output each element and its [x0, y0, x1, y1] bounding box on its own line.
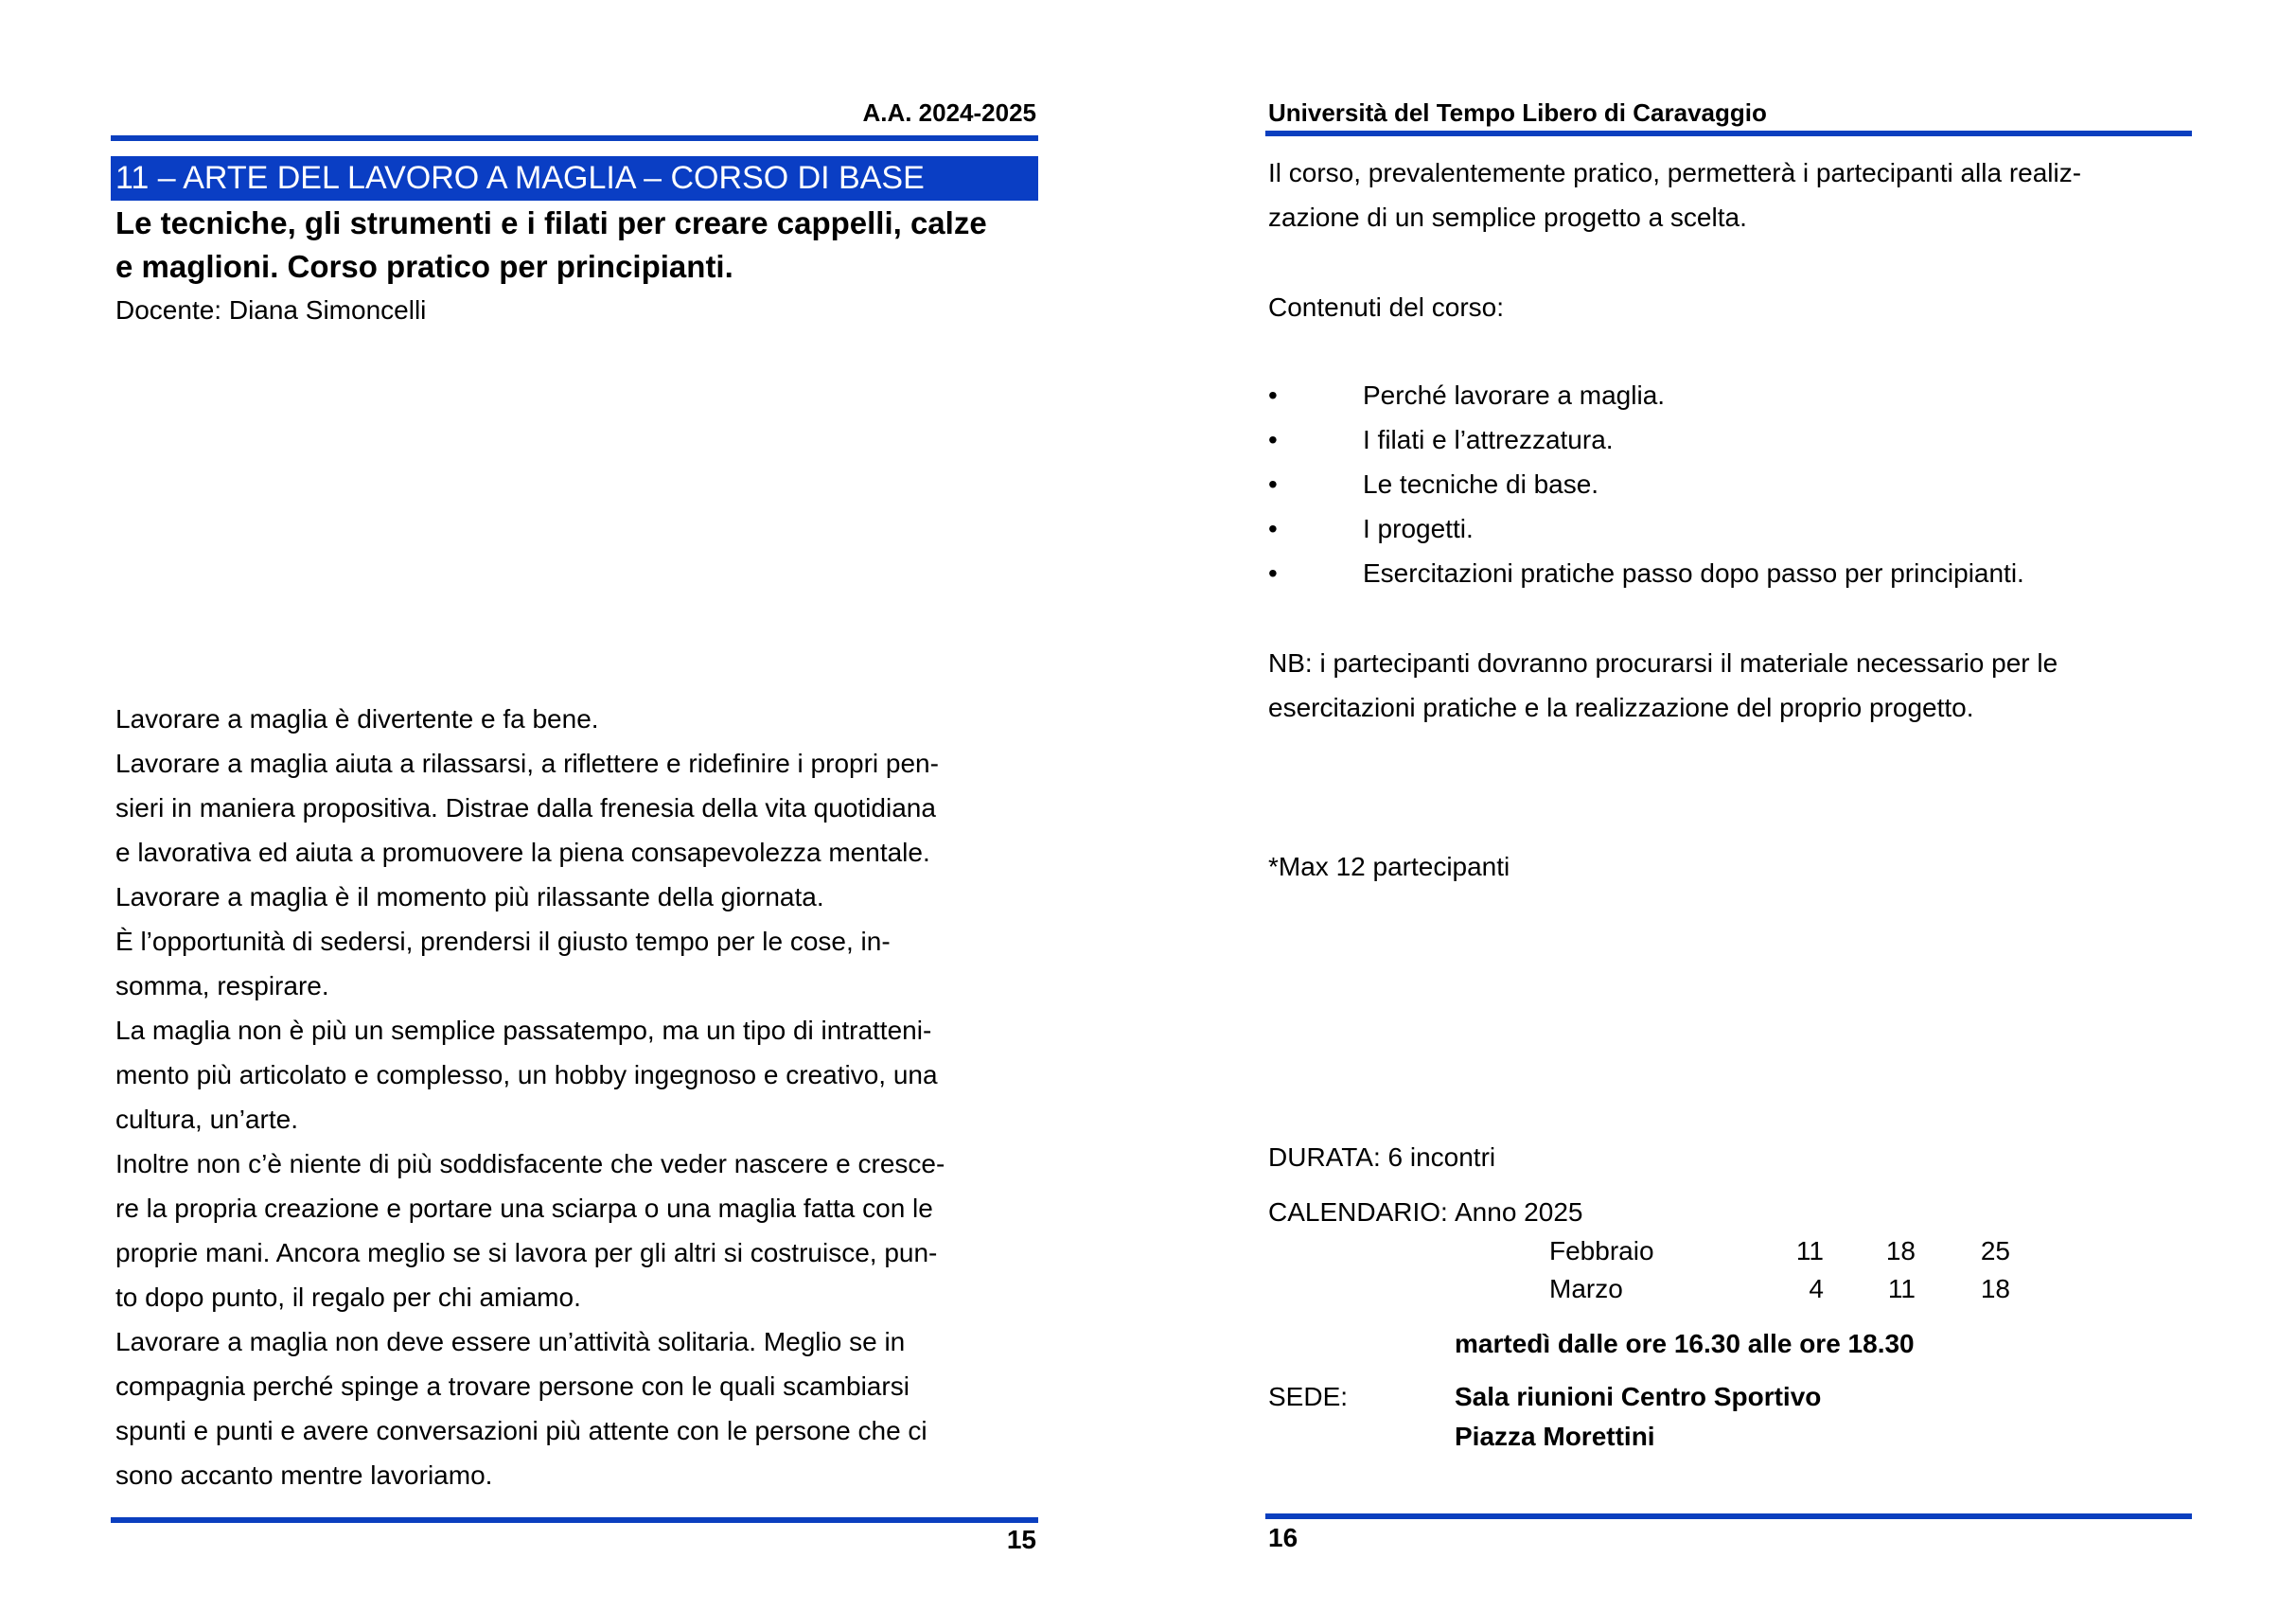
body-line: to dopo punto, il regalo per chi amiamo. — [115, 1283, 581, 1312]
intro-line: zazione di un semplice progetto a scelta. — [1268, 203, 1747, 232]
body-line: Lavorare a maglia è il momento più rilassante della giornata. — [115, 882, 824, 911]
header-rule — [1265, 131, 2192, 136]
page-number: 16 — [1268, 1523, 1298, 1552]
calendar-day: 11 — [1795, 1236, 1824, 1265]
calendar-year: Anno 2025 — [1455, 1197, 1583, 1227]
page-number: 15 — [1006, 1525, 1036, 1554]
body-line: sieri in maniera propositiva. Distrae dalla frenesia della vita quotidiana — [115, 793, 936, 823]
subtitle-line: e maglioni. Corso pratico per principianti. — [115, 249, 733, 284]
list-item-text: Le tecniche di base. — [1363, 469, 1599, 499]
body-line: Lavorare a maglia aiuta a rilassarsi, a riflettere e ridefinire i propri pen- — [115, 749, 939, 778]
bullet: • — [1268, 380, 1278, 410]
body-line: e lavorativa ed aiuta a promuovere la piena consapevolezza mentale. — [115, 838, 930, 867]
course-intro — [1268, 150, 2081, 239]
body-line: proprie mani. Ancora meglio se si lavora per gli altri si costruisce, pun- — [115, 1238, 938, 1267]
list-item-text: I progetti. — [1363, 514, 1474, 543]
academic-year-header: A.A. 2024-2025 — [862, 98, 1036, 127]
header-rule — [111, 135, 1038, 141]
university-header: Università del Tempo Libero di Caravaggio — [1268, 98, 1767, 127]
footer-rule — [111, 1517, 1038, 1523]
venue-line: Piazza Morettini — [1455, 1422, 1655, 1451]
course-title-bar — [111, 156, 1038, 201]
bullet: • — [1268, 514, 1278, 543]
max-participants: *Max 12 partecipanti — [1268, 852, 1510, 881]
nb-note — [1268, 641, 2058, 730]
nb-line: esercitazioni pratiche e la realizzazione del proprio progetto. — [1268, 693, 1974, 722]
right-page — [1148, 0, 2296, 1610]
venue-label: SEDE: — [1268, 1382, 1349, 1411]
teacher-name: Docente: Diana Simoncelli — [115, 295, 427, 325]
list-item-text: I filati e l’attrezzatura. — [1363, 425, 1614, 454]
body-line: re la propria creazione e portare una sciarpa o una maglia fatta con le — [115, 1194, 933, 1223]
body-line: Lavorare a maglia è divertente e fa bene. — [115, 704, 599, 734]
calendar-day: 18 — [1885, 1236, 1916, 1265]
calendar-label: CALENDARIO: — [1268, 1197, 1448, 1227]
bullet: • — [1268, 425, 1278, 454]
body-line: cultura, un’arte. — [115, 1105, 298, 1134]
course-title: 11 – ARTE DEL LAVORO A MAGLIA – CORSO DI BASE — [115, 160, 925, 196]
course-subtitle — [115, 202, 1043, 289]
body-line: spunti e punti e avere conversazioni più attente con le persone che ci — [115, 1416, 927, 1445]
duration: DURATA: 6 incontri — [1268, 1142, 1496, 1172]
body-line: È l’opportunità di sedersi, prendersi il giusto tempo per le cose, in- — [115, 927, 891, 956]
calendar-row — [1549, 1270, 2010, 1308]
body-line: Inoltre non c’è niente di più soddisfacente che veder nascere e cresce- — [115, 1149, 945, 1178]
footer-rule — [1265, 1513, 2192, 1519]
schedule-time: martedì dalle ore 16.30 alle ore 18.30 — [1455, 1329, 1915, 1358]
body-line: La maglia non è più un semplice passatempo, ma un tipo di intratteni- — [115, 1016, 932, 1045]
contents-heading: Contenuti del corso: — [1268, 292, 1505, 322]
calendar-day: 18 — [1980, 1274, 2010, 1303]
nb-line: NB: i partecipanti dovranno procurarsi il materiale necessario per le — [1268, 648, 2058, 678]
course-description — [115, 697, 945, 1497]
bullet: • — [1268, 469, 1278, 499]
body-line: mento più articolato e complesso, un hobby ingegnoso e creativo, una — [115, 1060, 938, 1089]
calendar-day: 11 — [1887, 1274, 1916, 1303]
calendar-row — [1549, 1232, 2010, 1270]
calendar-month: Febbraio — [1549, 1236, 1654, 1265]
intro-line: Il corso, prevalentemente pratico, permetterà i partecipanti alla realiz- — [1268, 158, 2082, 187]
list-item-text: Perché lavorare a maglia. — [1363, 380, 1666, 410]
bullet: • — [1268, 558, 1278, 588]
calendar-day: 4 — [1809, 1274, 1824, 1303]
venue-line: Sala riunioni Centro Sportivo — [1455, 1382, 1822, 1411]
list-item-text: Esercitazioni pratiche passo dopo passo per principianti. — [1363, 558, 2024, 588]
calendar-day: 25 — [1980, 1236, 2010, 1265]
body-line: somma, respirare. — [115, 971, 329, 1000]
body-line: compagnia perché spinge a trovare persone con le quali scambiarsi — [115, 1371, 910, 1401]
subtitle-line: Le tecniche, gli strumenti e i filati per creare cappelli, calze — [115, 205, 987, 240]
body-line: sono accanto mentre lavoriamo. — [115, 1460, 493, 1490]
body-line: Lavorare a maglia non deve essere un’attività solitaria. Meglio se in — [115, 1327, 906, 1356]
calendar-month: Marzo — [1549, 1274, 1623, 1303]
